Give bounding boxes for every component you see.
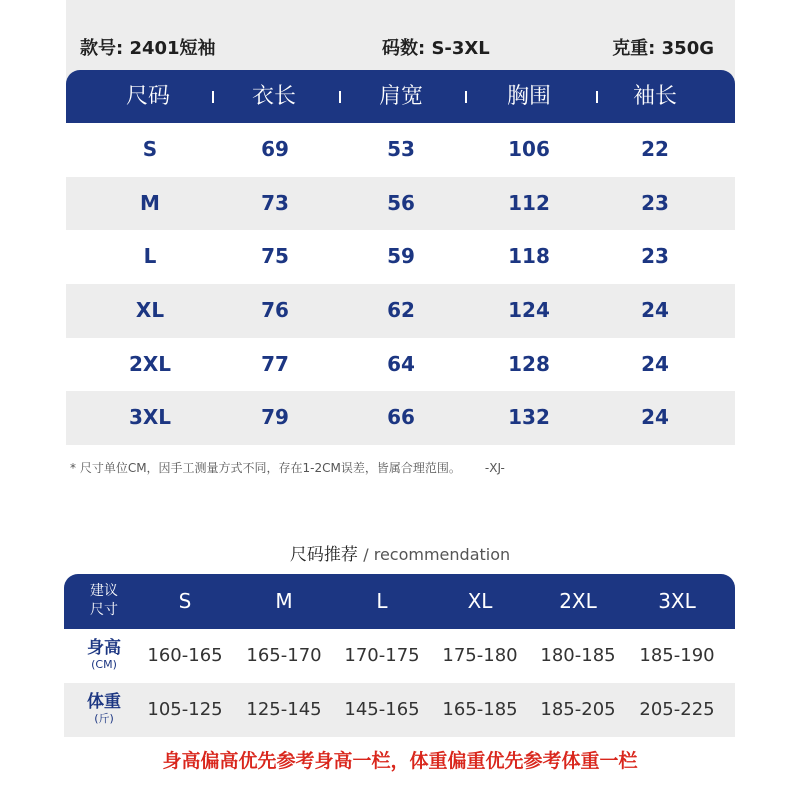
note-text: * 尺寸单位CM，因手工测量方式不同，存在1-2CM误差，皆属合理范围。 xyxy=(70,461,461,475)
weight-cell: 105-125 xyxy=(147,699,223,720)
corner-label-line1: 建议 xyxy=(90,583,118,599)
header-size-xl: XL xyxy=(467,589,493,613)
recommendation-table xyxy=(64,574,735,737)
cell-length: 77 xyxy=(261,351,289,376)
weight-cell: 205-225 xyxy=(639,699,715,720)
table-row xyxy=(66,230,735,284)
header-sleeve: 袖长 xyxy=(632,84,677,109)
height-cell: 185-190 xyxy=(639,645,715,666)
height-label xyxy=(64,638,144,672)
weight-cell: 165-185 xyxy=(442,699,518,720)
header-shoulder: 肩宽 xyxy=(378,84,423,109)
cell-chest: 106 xyxy=(508,137,550,161)
cell-size: 2XL xyxy=(128,351,172,376)
cell-length: 73 xyxy=(261,190,289,215)
size-range: 码数: S-3XL xyxy=(382,38,490,59)
cell-chest: 128 xyxy=(508,351,550,376)
height-unit: (CM) xyxy=(91,658,117,671)
cell-size: 3XL xyxy=(128,405,172,430)
cell-chest: 118 xyxy=(508,244,550,269)
weight-unit: (斤) xyxy=(94,712,114,725)
header-size: 尺码 xyxy=(125,84,170,109)
brand-mark: -XJ- xyxy=(484,461,505,475)
cell-size: XL xyxy=(135,298,165,323)
table-row xyxy=(66,391,735,445)
header-divider xyxy=(465,91,467,103)
height-cell: 180-185 xyxy=(540,645,616,666)
height-cell: 175-180 xyxy=(442,645,518,666)
corner-label xyxy=(64,582,144,620)
cell-length: 79 xyxy=(261,405,289,430)
recommendation-title-cn: 尺码推荐 xyxy=(289,545,358,565)
height-cell: 165-170 xyxy=(246,645,322,666)
table-row xyxy=(66,338,735,392)
model-number: 款号: 2401短袖 xyxy=(80,38,216,59)
weight-label xyxy=(64,692,144,726)
cell-chest: 132 xyxy=(508,405,550,430)
header-size-s: S xyxy=(178,589,192,613)
weight-label-text: 体重 xyxy=(87,692,121,712)
cell-size: S xyxy=(142,137,158,161)
cell-length: 75 xyxy=(261,244,289,269)
cell-sleeve: 22 xyxy=(641,137,669,161)
cell-shoulder: 62 xyxy=(387,298,415,323)
table-row xyxy=(66,284,735,338)
weight-cell: 125-145 xyxy=(246,699,322,720)
header-size-m: M xyxy=(275,589,293,613)
recommendation-title-en: / recommendation xyxy=(363,545,511,564)
table-row xyxy=(66,177,735,231)
cell-chest: 112 xyxy=(508,190,550,215)
cell-sleeve: 24 xyxy=(641,351,669,376)
height-cell: 170-175 xyxy=(344,645,420,666)
cell-length: 69 xyxy=(261,137,289,161)
header-size-l: L xyxy=(376,589,388,613)
cell-size: M xyxy=(140,190,160,215)
height-cell: 160-165 xyxy=(147,645,223,666)
product-meta xyxy=(80,34,714,60)
cell-sleeve: 23 xyxy=(641,190,669,215)
fabric-weight: 克重: 350G xyxy=(612,38,714,59)
cell-shoulder: 59 xyxy=(387,244,415,269)
cell-size: L xyxy=(143,244,157,269)
weight-cell: 145-165 xyxy=(344,699,420,720)
header-size-3xl: 3XL xyxy=(658,589,696,613)
measurement-note xyxy=(70,459,505,476)
cell-chest: 124 xyxy=(508,298,550,323)
header-divider xyxy=(596,91,598,103)
weight-row xyxy=(64,683,735,737)
corner-label-line2: 尺寸 xyxy=(90,602,118,618)
cell-length: 76 xyxy=(261,298,289,323)
height-row xyxy=(64,629,735,683)
recommendation-header xyxy=(64,574,735,629)
size-advice-footer: 身高偏高优先参考身高一栏，体重偏重优先参考体重一栏 xyxy=(162,750,638,772)
height-label-text: 身高 xyxy=(87,638,121,658)
recommendation-title xyxy=(0,540,800,565)
cell-shoulder: 56 xyxy=(387,190,415,215)
header-chest: 胸围 xyxy=(506,84,551,109)
cell-sleeve: 23 xyxy=(641,244,669,269)
size-chart-header xyxy=(66,70,735,123)
weight-cell: 185-205 xyxy=(540,699,616,720)
cell-sleeve: 24 xyxy=(641,405,669,430)
header-divider xyxy=(212,91,214,103)
table-row xyxy=(66,123,735,177)
header-length: 衣长 xyxy=(251,84,296,109)
cell-shoulder: 53 xyxy=(387,137,415,161)
cell-shoulder: 64 xyxy=(387,351,415,376)
cell-shoulder: 66 xyxy=(387,405,415,430)
header-divider xyxy=(339,91,341,103)
header-size-2xl: 2XL xyxy=(559,589,597,613)
cell-sleeve: 24 xyxy=(641,298,669,323)
size-chart-table xyxy=(66,70,735,445)
